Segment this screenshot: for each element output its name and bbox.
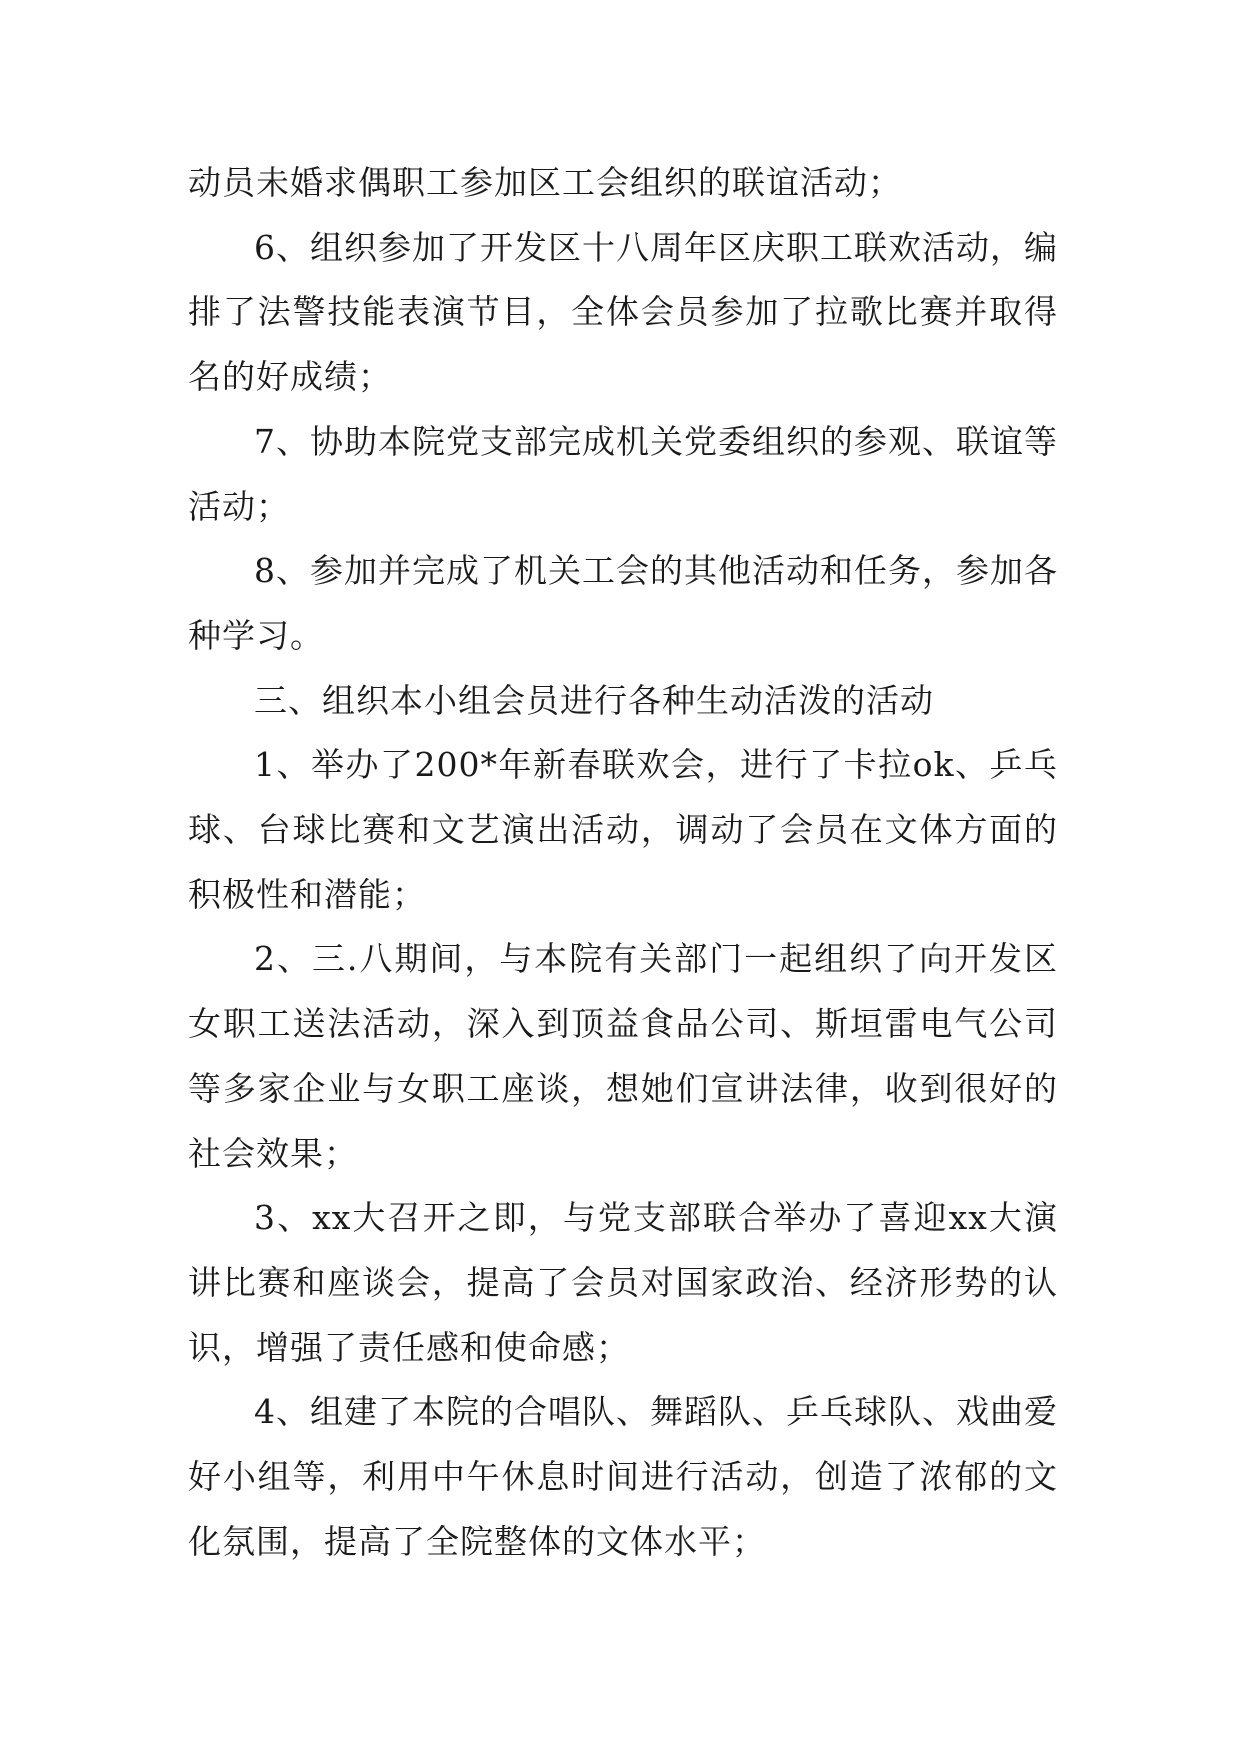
paragraph-item-6: 6、组织参加了开发区十八周年区庆职工联欢活动，编排了法警技能表演节目，全体会员参加了拉歌比赛并取得名的好成绩； [188,227,1058,397]
paragraph-item-2: 2、三.八期间，与本院有关部门一起组织了向开发区女职工送法活动，深入到顶益食品公司、斯垣雷电气公司等多家企业与女职工座谈，想她们宣讲法律，收到很好的社会效果； [188,939,1058,1173]
document-body [188,151,1058,1574]
paragraph-item-3: 3、xx大召开之即，与党支部联合举办了喜迎xx大演讲比赛和座谈会，提高了会员对国家政治、经济形势的认识，增强了责任感和使命感； [188,1198,1058,1367]
paragraph-continuation: 动员未婚求偶职工参加区工会组织的联谊活动； [188,163,902,202]
paragraph-item-1: 1、举办了200*年新春联欢会，进行了卡拉ok、乒乓球、台球比赛和文艺演出活动，调动了会员在文体方面的积极性和潜能； [188,745,1058,914]
paragraph-item-8: 8、参加并完成了机关工会的其他活动和任务，参加各种学习。 [188,551,1058,655]
paragraph-item-7: 7、协助本院党支部完成机关党委组织的参观、联谊等活动； [188,421,1058,526]
paragraph-item-4: 4、组建了本院的合唱队、舞蹈队、乒乓球队、戏曲爱好小组等，利用中午休息时间进行活动，创造了浓郁的文化氛围，提高了全院整体的文体水平； [188,1392,1058,1561]
section-heading-3: 三、组织本小组会员进行各种生动活泼的活动 [254,680,934,720]
